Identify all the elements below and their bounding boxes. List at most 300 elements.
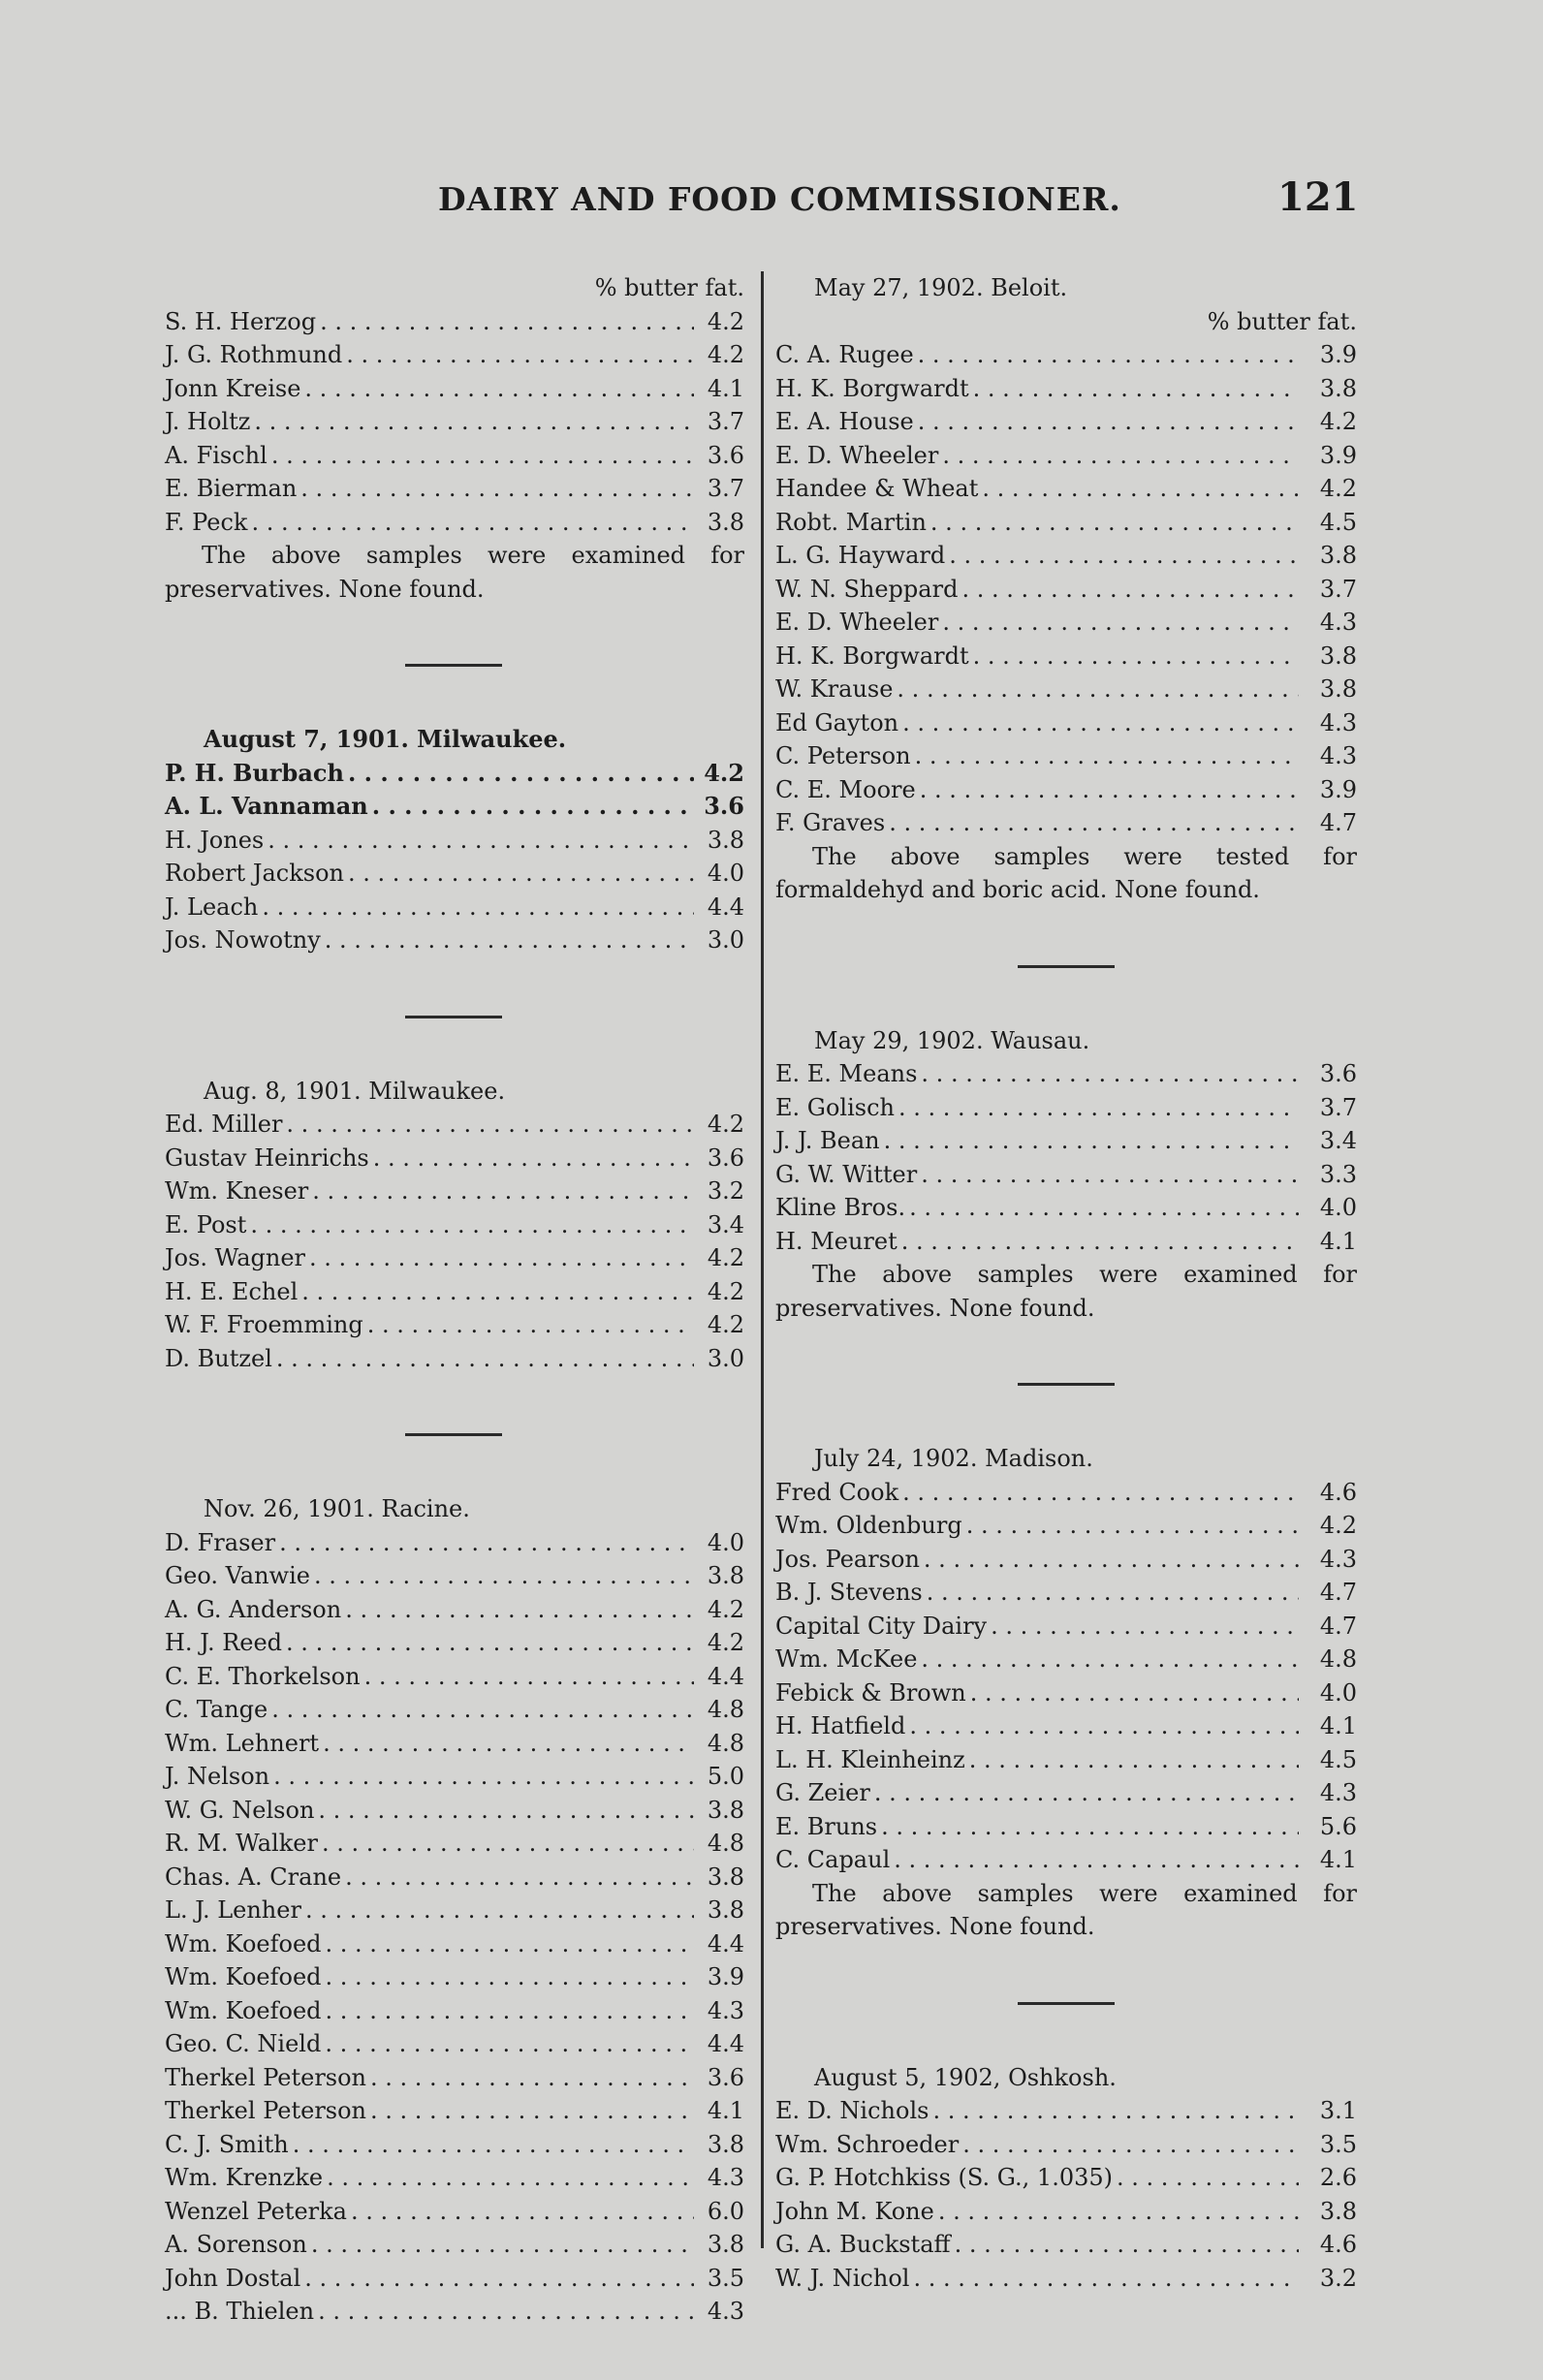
sample-name: Wm. Kneser (165, 1177, 309, 1205)
dot-leader (982, 472, 1299, 506)
sample-row (165, 1626, 744, 1660)
sample-name: G. W. Witter (775, 1160, 918, 1188)
dot-leader (300, 472, 694, 506)
butter-fat-value: 3.8 (707, 826, 744, 854)
dot-leader (373, 1142, 694, 1175)
sample-row (775, 1191, 1357, 1225)
sample-row (775, 372, 1357, 406)
section-rule (1018, 1383, 1115, 1386)
butter-fat-value: 4.3 (1319, 708, 1357, 736)
dot-leader (364, 1660, 694, 1694)
sample-name: Handee & Wheat (775, 475, 979, 502)
butter-fat-value: 3.7 (707, 475, 744, 502)
dot-leader (991, 1610, 1299, 1644)
dot-leader (262, 891, 694, 924)
sample-row (165, 1241, 744, 1275)
butter-fat-value: 3.5 (1319, 2130, 1357, 2158)
sample-row (165, 472, 744, 506)
butter-fat-value: 4.1 (707, 374, 744, 402)
butter-fat-value: 4.1 (1319, 1227, 1357, 1255)
section-rule (1018, 2002, 1115, 2005)
page-header (0, 174, 1543, 229)
butter-fat-value: 4.2 (707, 1244, 744, 1271)
sample-name: J. Nelson (165, 1763, 270, 1790)
sample-name: Wm. Oldenburg (775, 1512, 962, 1539)
sample-name: S. H. Herzog (165, 307, 317, 335)
sample-name: Chas. A. Crane (165, 1863, 342, 1891)
butter-fat-value: 4.3 (707, 2298, 744, 2325)
butter-fat-value: 4.2 (707, 341, 744, 368)
sample-name: J. J. Bean (775, 1127, 880, 1154)
sample-row (165, 439, 744, 473)
sample-row (775, 1225, 1357, 1259)
dot-leader (884, 1124, 1299, 1158)
sample-name: W. Krause (775, 675, 894, 703)
sample-row (165, 2262, 744, 2296)
dot-leader (254, 405, 694, 439)
dot-leader (325, 2027, 694, 2061)
sample-name: C. E. Moore (775, 775, 916, 803)
sample-row (165, 1794, 744, 1828)
sample-row (775, 1509, 1357, 1543)
sample-name: Wm. Koefoed (165, 1996, 322, 2024)
sample-name: F. Peck (165, 508, 248, 536)
sample-name: W. F. Froemming (165, 1311, 363, 1338)
sample-name: C. E. Thorkelson (165, 1662, 361, 1690)
section-rule (1018, 965, 1115, 968)
sample-name: H. Meuret (775, 1227, 897, 1255)
sample-row (775, 2128, 1357, 2162)
butter-fat-value: 3.8 (707, 508, 744, 536)
dot-leader (1117, 2161, 1299, 2195)
sample-name: C. Capaul (775, 1846, 891, 1873)
dot-leader (915, 739, 1299, 773)
dot-leader (326, 1994, 694, 2028)
sample-name: B. J. Stevens (775, 1579, 923, 1606)
sample-row (775, 338, 1357, 372)
sample-row (775, 1643, 1357, 1676)
dot-leader (942, 439, 1299, 473)
sample-name: Therkel Peterson (165, 2097, 367, 2124)
sample-name: C. J. Smith (165, 2130, 289, 2158)
butter-fat-value: 3.9 (1319, 341, 1357, 368)
sample-row (165, 1526, 744, 1560)
sample-row (165, 1960, 744, 1994)
butter-fat-value: 3.4 (1319, 1127, 1357, 1154)
butter-fat-value: 3.3 (1319, 1160, 1357, 1188)
butter-fat-value: 4.2 (1319, 475, 1357, 502)
sample-row (775, 2094, 1357, 2128)
butter-fat-value: 5.0 (707, 1763, 744, 1790)
sample-name: C. Tange (165, 1696, 268, 1723)
butter-fat-value: 4.3 (1319, 609, 1357, 636)
butter-fat-value: 4.2 (707, 1111, 744, 1138)
dot-leader (367, 1308, 694, 1342)
dot-leader (250, 1208, 694, 1242)
sample-name: Wm. Krenzke (165, 2164, 324, 2191)
butter-fat-value: 3.6 (704, 792, 744, 820)
sample-row (775, 2195, 1357, 2229)
sample-row (165, 1660, 744, 1694)
sample-name: E. A. House (775, 408, 914, 435)
section-heading: May 27, 1902. Beloit. (814, 274, 1068, 301)
sample-row (775, 472, 1357, 506)
sample-row (165, 1593, 744, 1627)
column-divider (761, 271, 764, 2248)
butter-fat-value: 4.4 (707, 1662, 744, 1690)
sample-name: Kline Bros. (775, 1194, 906, 1221)
dot-leader (889, 806, 1299, 840)
dot-leader (920, 773, 1299, 807)
sample-name: E. D. Wheeler (775, 441, 939, 469)
butter-fat-value: 4.2 (707, 307, 744, 335)
butter-fat-value: 4.2 (707, 1311, 744, 1338)
section-heading: Aug. 8, 1901. Milwaukee. (204, 1077, 506, 1105)
butter-fat-value: 3.6 (707, 1143, 744, 1172)
sample-name: J. Holtz (165, 408, 251, 435)
butter-fat-value: 4.8 (707, 1696, 744, 1723)
butter-fat-value: 4.7 (1319, 1612, 1357, 1640)
butter-fat-value: 4.2 (704, 758, 744, 787)
left-column (165, 271, 744, 2329)
sample-row (165, 305, 744, 339)
sample-name: A. G. Anderson (165, 1595, 342, 1623)
sample-row (775, 706, 1357, 740)
sample-row (165, 1142, 744, 1175)
sample-name: G. Zeier (775, 1779, 870, 1806)
butter-fat-value: 4.4 (707, 892, 744, 921)
butter-fat-value: 4.0 (707, 860, 744, 887)
dot-leader (949, 539, 1299, 573)
dot-leader (913, 2262, 1299, 2296)
sample-row (775, 606, 1357, 640)
butter-fat-value: 3.8 (1319, 542, 1357, 569)
sample-name: G. A. Buckstaff (775, 2231, 951, 2258)
butter-fat-value: 4.1 (1319, 1846, 1357, 1873)
sample-row (165, 1727, 744, 1761)
running-title: DAIRY AND FOOD COMMISSIONER. (438, 180, 1121, 218)
dot-leader (268, 824, 694, 858)
sample-row (775, 1057, 1357, 1091)
dot-leader (973, 372, 1299, 406)
sample-row (165, 2195, 744, 2229)
sample-row (165, 1927, 744, 1961)
butter-fat-value: 3.7 (1319, 575, 1357, 603)
sample-name: H. K. Borgwardt (775, 642, 969, 670)
butter-fat-value: 3.0 (707, 926, 744, 954)
sample-name: A. Sorenson (165, 2231, 307, 2258)
dot-leader (969, 1743, 1299, 1777)
sample-list (165, 757, 744, 957)
butter-fat-value: 3.7 (707, 408, 744, 435)
sample-row (775, 573, 1357, 607)
butter-fat-value: 3.8 (707, 1896, 744, 1924)
dot-leader (323, 1727, 694, 1761)
sample-row (165, 1559, 744, 1593)
right-column (775, 271, 1357, 2295)
sample-row (775, 1124, 1357, 1158)
butter-fat-value: 4.3 (1319, 742, 1357, 769)
dot-leader (894, 1843, 1299, 1877)
sample-name: A. L. Vannaman (165, 792, 368, 820)
sample-name: G. P. Hotchkiss (S. G., 1.035) (775, 2164, 1113, 2191)
sample-name: Geo. Vanwie (165, 1562, 310, 1589)
sample-row (775, 1610, 1357, 1644)
dot-leader (304, 2262, 694, 2296)
sample-row (165, 790, 744, 824)
sample-row (165, 1108, 744, 1142)
dot-leader (320, 305, 694, 339)
sample-name: Jos. Pearson (775, 1545, 920, 1573)
sample-row (775, 640, 1357, 673)
sample-name: Capital City Dairy (775, 1612, 988, 1640)
butter-fat-value: 3.8 (707, 2231, 744, 2258)
sample-name: E. Golisch (775, 1093, 895, 1121)
dot-leader (327, 2161, 694, 2195)
sample-row (775, 1158, 1357, 1192)
sample-name: Jos. Wagner (165, 1244, 306, 1271)
butter-fat-value: 4.7 (1319, 1579, 1357, 1606)
butter-fat-value: 3.8 (1319, 2197, 1357, 2225)
sample-name: Jonn Kreise (165, 374, 301, 402)
sample-row (775, 2161, 1357, 2195)
section-heading: August 7, 1901. Milwaukee. (204, 725, 567, 753)
dot-leader (326, 1960, 694, 1994)
butter-fat-value: 3.8 (1319, 374, 1357, 402)
sample-row (165, 891, 744, 924)
butter-fat-value: 3.9 (1319, 775, 1357, 803)
dot-leader (942, 606, 1299, 640)
dot-leader (924, 1543, 1299, 1577)
sample-name: E. E. Means (775, 1060, 918, 1087)
butter-fat-value: 3.1 (1319, 2097, 1357, 2124)
sample-name: H. E. Echel (165, 1277, 299, 1305)
dot-leader (271, 439, 694, 473)
sample-row (775, 1776, 1357, 1810)
sample-name: Wm. Koefoed (165, 1929, 322, 1957)
sample-name: Robt. Martin (775, 508, 927, 536)
sample-row (775, 1843, 1357, 1877)
dot-leader (370, 2061, 694, 2095)
butter-fat-value: 4.8 (707, 1830, 744, 1857)
dot-leader (322, 1827, 694, 1861)
butter-fat-value: 4.2 (1319, 408, 1357, 435)
dot-leader (966, 1509, 1299, 1543)
sample-row (775, 1476, 1357, 1510)
section-rule (405, 1433, 502, 1436)
sample-name: John Dostal (165, 2264, 301, 2292)
butter-fat-value: 3.4 (707, 1210, 744, 1238)
butter-fat-value: 4.2 (707, 1595, 744, 1623)
sample-name: C. A. Rugee (775, 341, 914, 368)
sample-name: R. M. Walker (165, 1830, 318, 1857)
section-rule (405, 664, 502, 667)
sample-note: The above samples were tested for formaldehyd and boric acid. None found. (775, 842, 1357, 903)
sample-row (775, 1743, 1357, 1777)
sample-row (165, 1894, 744, 1927)
sample-name: Fred Cook (775, 1478, 899, 1506)
butter-fat-value: 3.8 (1319, 642, 1357, 670)
butter-fat-value: 4.5 (1319, 1745, 1357, 1773)
sample-name: Therkel Peterson (165, 2063, 367, 2091)
butter-fat-value: 4.0 (707, 1528, 744, 1556)
butter-fat-value: 3.7 (1319, 1093, 1357, 1121)
sample-row (165, 2094, 744, 2128)
sample-row (165, 372, 744, 406)
sample-row (775, 439, 1357, 473)
dot-leader (304, 372, 694, 406)
sample-name: Ed Gayton (775, 708, 899, 736)
sample-row (165, 2228, 744, 2262)
dot-leader (293, 2128, 694, 2162)
sample-row (165, 2027, 744, 2061)
sample-row (775, 773, 1357, 807)
sample-name: A. Fischl (165, 441, 268, 469)
dot-leader (927, 1576, 1299, 1610)
butter-fat-value: 4.4 (707, 2030, 744, 2057)
section-heading: August 5, 1902, Oshkosh. (814, 2063, 1117, 2091)
butter-fat-value: 3.9 (707, 1963, 744, 1990)
dot-leader (921, 1158, 1299, 1192)
butter-fat-value: 3.8 (707, 1796, 744, 1824)
sample-row (775, 1676, 1357, 1710)
butter-fat-value: 3.5 (707, 2264, 744, 2292)
dot-leader (955, 2228, 1299, 2262)
sample-name: F. Graves (775, 809, 886, 836)
butter-fat-value: 4.7 (1319, 809, 1357, 836)
sample-row (165, 2128, 744, 2162)
section-heading: Nov. 26, 1901. Racine. (204, 1495, 470, 1522)
butter-fat-value: 4.3 (707, 2164, 744, 2191)
dot-leader (901, 1225, 1299, 1259)
butter-fat-value: 4.2 (707, 1277, 744, 1305)
butter-fat-value: 3.6 (707, 441, 744, 469)
column-header: % butter fat. (1207, 307, 1357, 335)
section-rule (405, 1016, 502, 1018)
dot-leader (273, 1760, 694, 1794)
sample-name: P. H. Burbach (165, 758, 344, 787)
butter-fat-value: 4.8 (1319, 1645, 1357, 1673)
butter-fat-value: 4.4 (707, 1929, 744, 1957)
dot-leader (326, 1927, 694, 1961)
butter-fat-value: 4.3 (707, 1996, 744, 2024)
sample-name: H. K. Borgwardt (775, 374, 969, 402)
sample-row (165, 1827, 744, 1861)
butter-fat-value: 4.2 (707, 1629, 744, 1656)
sample-row (775, 539, 1357, 573)
butter-fat-value: 4.6 (1319, 2231, 1357, 2258)
sample-name: Geo. C. Nield (165, 2030, 322, 2057)
butter-fat-value: 4.5 (1319, 508, 1357, 536)
butter-fat-value: 3.9 (1319, 441, 1357, 469)
sample-name: Wenzel Peterka (165, 2197, 347, 2225)
dot-leader (348, 757, 694, 791)
dot-leader (909, 1709, 1299, 1743)
sample-row (775, 739, 1357, 773)
butter-fat-value: 3.6 (1319, 1060, 1357, 1087)
sample-row (775, 1709, 1357, 1743)
section-heading: May 29, 1902. Wausau. (814, 1026, 1090, 1054)
dot-leader (348, 857, 694, 891)
dot-leader (930, 506, 1299, 540)
sample-name: L. H. Kleinheinz (775, 1745, 965, 1773)
sample-note: The above samples were examined for preservatives. None found. (775, 1261, 1357, 1322)
dot-leader (898, 1091, 1299, 1125)
dot-leader (271, 1693, 694, 1727)
dot-leader (921, 1643, 1299, 1676)
sample-name: E. Post (165, 1210, 247, 1238)
sample-note: The above samples were examined for preservatives. None found. (165, 542, 744, 603)
butter-fat-value: 3.8 (707, 1562, 744, 1589)
sample-row (165, 757, 744, 791)
sample-row (165, 1308, 744, 1342)
dot-leader (351, 2195, 694, 2229)
sample-name: H. Hatfield (775, 1712, 906, 1739)
sample-row (165, 2295, 744, 2329)
sample-name: E. Bruns (775, 1812, 878, 1840)
sample-row (165, 1760, 744, 1794)
dot-leader (918, 338, 1299, 372)
sample-note: The above samples were examined for preservatives. None found. (775, 1879, 1357, 1940)
dot-leader (311, 2228, 694, 2262)
sample-list (775, 2094, 1357, 2295)
dot-leader (318, 1794, 694, 1828)
sample-list (165, 1526, 744, 2329)
sample-row (165, 1342, 744, 1376)
dot-leader (251, 506, 694, 540)
sample-row (165, 338, 744, 372)
dot-leader (874, 1776, 1299, 1810)
sample-list (775, 1057, 1357, 1258)
sample-name: L. G. Hayward (775, 542, 946, 569)
sample-row (165, 924, 744, 957)
sample-row (165, 1994, 744, 2028)
sample-name: L. J. Lenher (165, 1896, 301, 1924)
sample-list (165, 1108, 744, 1375)
dot-leader (345, 1593, 694, 1627)
sample-name: W. J. Nichol (775, 2264, 910, 2292)
sample-row (165, 824, 744, 858)
dot-leader (370, 2094, 694, 2128)
butter-fat-value: 4.0 (1319, 1194, 1357, 1221)
dot-leader (902, 706, 1299, 740)
butter-fat-value: 4.1 (707, 2097, 744, 2124)
dot-leader (346, 338, 694, 372)
sample-name: E. D. Wheeler (775, 609, 939, 636)
butter-fat-value: 3.6 (707, 2063, 744, 2091)
sample-list (165, 305, 744, 540)
butter-fat-value: 3.8 (1319, 675, 1357, 703)
butter-fat-value: 6.0 (707, 2197, 744, 2225)
sample-name: Wm. Lehnert (165, 1729, 320, 1757)
dot-leader (961, 573, 1299, 607)
sample-list (775, 1476, 1357, 1877)
dot-leader (286, 1108, 694, 1142)
sample-row (165, 1275, 744, 1309)
dot-leader (902, 1476, 1299, 1510)
dot-leader (921, 1057, 1299, 1091)
sample-name: Wm. Koefoed (165, 1963, 322, 1990)
dot-leader (909, 1191, 1299, 1225)
sample-list (775, 338, 1357, 840)
dot-leader (918, 405, 1299, 439)
sample-name: H. J. Reed (165, 1629, 283, 1656)
dot-leader (286, 1626, 694, 1660)
butter-fat-value: 4.1 (1319, 1712, 1357, 1739)
butter-fat-value: 4.6 (1319, 1478, 1357, 1506)
sample-row (165, 1208, 744, 1242)
dot-leader (345, 1861, 694, 1895)
